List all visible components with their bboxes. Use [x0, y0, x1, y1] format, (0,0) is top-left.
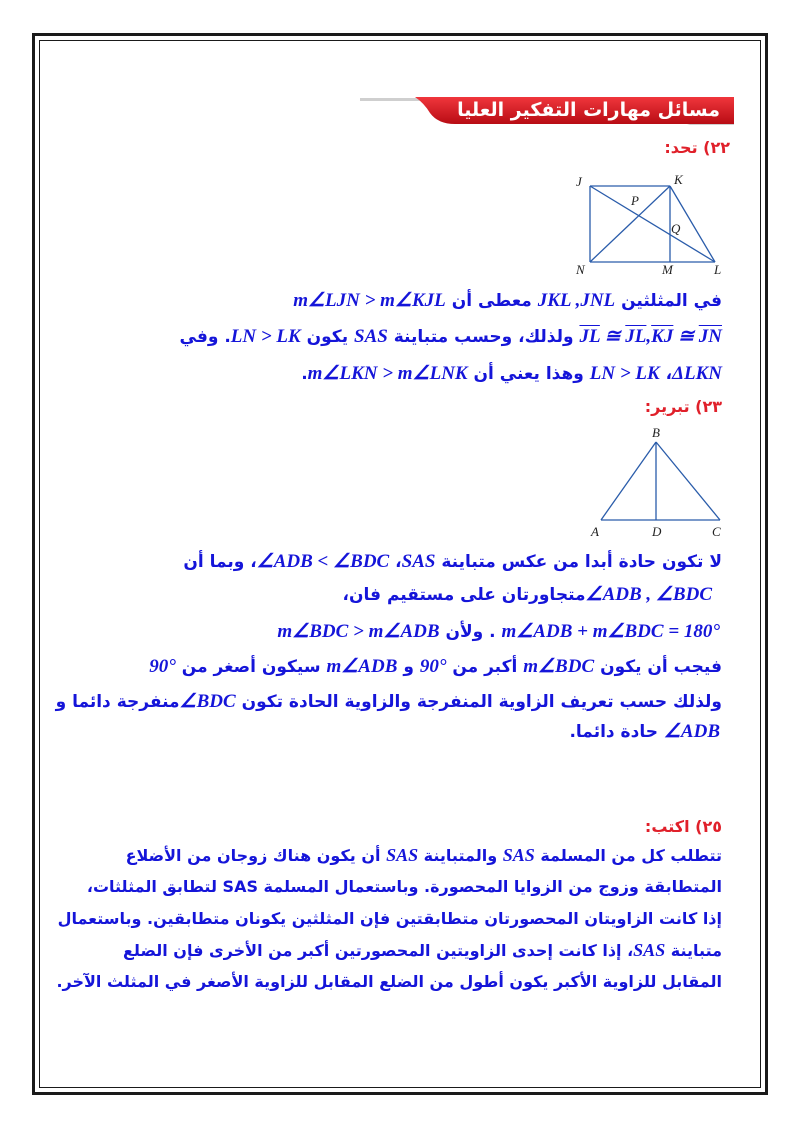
q22-line-3	[301, 362, 722, 385]
text: ، إذا كانت إحدى الزاويتين المحصورتين أكبر من الأخرى فإن الضلع	[123, 941, 634, 960]
text: فيجب أن يكون	[600, 657, 722, 677]
q25-line-2: المتطابقة وزوج من الزوايا المحصورة. وباستعمال المسلمة SAS لتطابق المثلثات،	[86, 877, 722, 896]
q22-line-2	[180, 325, 723, 348]
q25-line-3: إذا كانت الزاويتان المحصورتان متطابقتين فإن المثلثين يكونان متطابقين. وباستعمال	[57, 909, 722, 928]
q25-line-5: المقابل للزاوية الأكبر يكون أطول من الضلع المقابل للزاوية الأصغر في المثلث الآخر.	[56, 972, 722, 991]
fig-label-a: A	[591, 524, 599, 539]
text: . وفي	[179, 327, 231, 347]
math: ∠BDC	[179, 691, 236, 712]
math: ∠ADB	[663, 721, 720, 742]
q23-line-3	[277, 620, 720, 643]
text: أكبر من	[452, 657, 518, 677]
q22-figure	[570, 172, 730, 280]
q23-line-4	[149, 655, 722, 678]
math: ∠ADB , ∠BDC	[585, 584, 712, 605]
text: ولذلك، وحسب متباينة	[393, 327, 574, 347]
congruence-statement	[579, 326, 722, 347]
text: معطى أن	[451, 291, 532, 311]
fig-label-j: J	[576, 174, 582, 189]
text: لا تكون حادة أبدا من عكس متباينة	[441, 552, 722, 572]
fig-label-d: D	[652, 524, 662, 539]
text: متباينة	[670, 941, 722, 960]
segment-jl: $\overline{JL}$	[625, 326, 647, 347]
fig-label-c: C	[712, 524, 721, 539]
text: وهذا يعني أن	[473, 364, 584, 384]
fig-label-q: Q	[671, 221, 681, 236]
congruent-symbol: ≅	[604, 326, 621, 347]
fig-label-n: N	[576, 262, 585, 277]
text: والمتباينة	[423, 846, 498, 865]
text: حادة دائما.	[569, 722, 658, 742]
segment-jl: $\overline{JL}$	[579, 326, 600, 347]
text: . ولأن	[445, 622, 496, 642]
segment-jn: $\overline{JN}$	[698, 326, 722, 347]
text: .	[301, 364, 308, 384]
q25-heading: ٢٥) اكتب:	[644, 817, 722, 836]
fig-seg-nk	[590, 186, 670, 262]
math: SAS	[354, 326, 388, 347]
text: في المثلثين	[621, 291, 722, 311]
q23-line-6	[569, 720, 720, 743]
congruent-symbol: ≅	[678, 326, 695, 347]
section-title: مسائل مهارات التفكير العليا	[457, 99, 720, 121]
text: و	[403, 657, 414, 677]
q23-line-5	[56, 690, 722, 713]
text: منفرجة دائما و	[55, 692, 180, 712]
text: سيكون أصغر من	[181, 657, 321, 677]
math: m∠LKN > m∠LNK	[307, 363, 468, 384]
math: 90°	[419, 656, 447, 677]
text: ولذلك حسب تعريف الزاوية المنفرجة والزاوية الحادة تكون	[241, 692, 722, 712]
math: LN > LK	[589, 363, 660, 384]
math: m∠BDC	[523, 656, 595, 677]
math: SAS	[633, 940, 666, 960]
fig-seg-ba	[601, 442, 656, 520]
math: m∠LJN > m∠KJL	[293, 290, 446, 311]
text: ،	[665, 364, 673, 384]
text: ،	[395, 552, 402, 572]
text: أن يكون هناك زوجان من الأضلاع	[125, 846, 381, 865]
q23-line-2	[343, 583, 712, 606]
math: m∠BDC > m∠ADB	[277, 621, 440, 642]
math: SAS	[502, 845, 535, 865]
math: ΔLKN	[672, 363, 722, 384]
math: m∠ADB	[326, 656, 398, 677]
q25-line-4	[123, 940, 722, 961]
q25-line-1	[126, 845, 722, 866]
text: تتطلب كل من المسلمة	[540, 846, 722, 865]
q23-heading: ٢٣) تبرير:	[644, 397, 722, 416]
q23-line-1	[183, 550, 722, 573]
q22-heading: ٢٢) تحد:	[664, 138, 730, 157]
text: متجاورتان على مستقيم فان،	[342, 585, 586, 605]
math: SAS	[401, 551, 436, 572]
q22-line-1	[293, 289, 722, 312]
fig-label-m: M	[662, 262, 673, 277]
segment-kj: $\overline{KJ}$	[651, 326, 674, 347]
comma: ,	[646, 326, 652, 347]
math: ∠ADB < ∠BDC	[256, 551, 390, 572]
math: SAS	[386, 845, 419, 865]
text: ، وبما أن	[183, 552, 257, 572]
fig-seg-bc	[656, 442, 720, 520]
math: 90°	[149, 656, 176, 677]
fig-label-p: P	[631, 193, 639, 208]
fig-label-k: K	[674, 172, 683, 187]
q23-figure	[585, 424, 735, 542]
fig-seg-jl	[590, 186, 715, 262]
math: m∠ADB + m∠BDC = 180°	[501, 621, 720, 642]
math: LN > LK	[230, 326, 301, 347]
fig-label-l: L	[714, 262, 722, 277]
fig-label-b: B	[652, 425, 660, 440]
math: JKL ,JNL	[537, 290, 616, 311]
text: يكون	[306, 327, 349, 347]
